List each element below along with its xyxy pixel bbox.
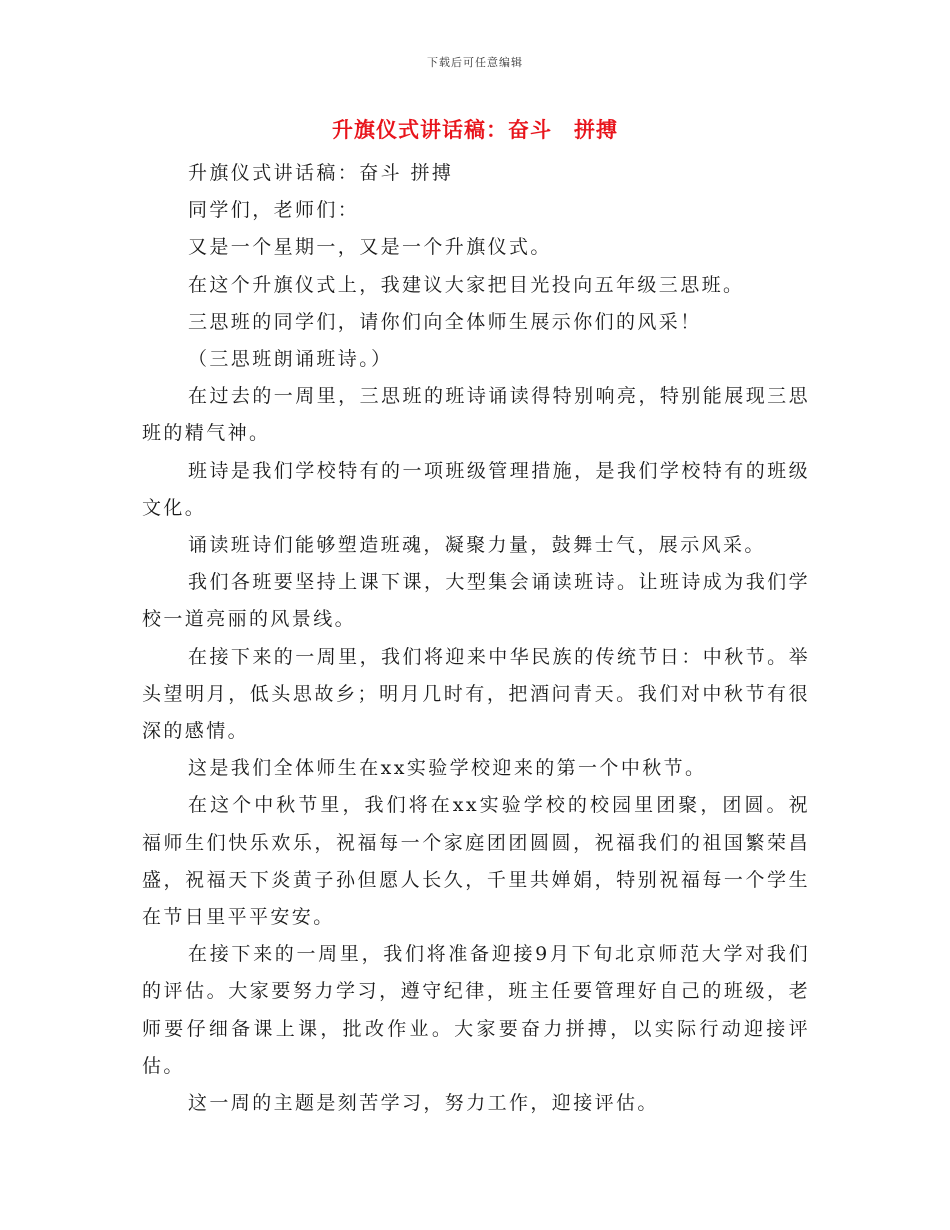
paragraph: 在这个中秋节里，我们将在xx实验学校的校园里团聚，团圆。祝福师生们快乐欢乐，祝福每一个家庭团团圆圆，祝福我们的祖国繁荣昌盛，祝福天下炎黄子孙但愿人长久，千里共婵娟，特别祝福每一个学生在节日里平平安安。 [142, 794, 810, 929]
paragraph: 同学们，老师们： [188, 199, 360, 222]
header-note: 下载后可任意编辑 [427, 56, 523, 69]
paragraph: 班诗是我们学校特有的一项班级管理措施，是我们学校特有的班级文化。 [142, 459, 810, 519]
paragraph: 这是我们全体师生在xx实验学校迎来的第一个中秋节。 [188, 757, 707, 780]
paragraph: 升旗仪式讲话稿：奋斗 拼搏 [188, 162, 454, 184]
paragraph: 我们各班要坚持上课下课，大型集会诵读班诗。让班诗成为我们学校一道亮丽的风景线。 [142, 571, 810, 631]
paragraph: 又是一个星期一，又是一个升旗仪式。 [188, 236, 552, 259]
paragraph: 在过去的一周里，三思班的班诗诵读得特别响亮，特别能展现三思班的精气神。 [142, 385, 810, 445]
document-title: 升旗仪式讲话稿：奋斗 拼搏 [332, 117, 618, 142]
paragraph: （三思班朗诵班诗。） [188, 348, 393, 371]
paragraph: 这一周的主题是刻苦学习，努力工作，迎接评估。 [188, 1092, 659, 1115]
paragraph: 在接下来的一周里，我们将迎来中华民族的传统节日：中秋节。举头望明月，低头思故乡；明月几时有，把酒问青天。我们对中秋节有很深的感情。 [142, 645, 810, 743]
paragraph: 在接下来的一周里，我们将准备迎接9月下旬北京师范大学对我们的评估。大家要努力学习，遵守纪律，班主任要管理好自己的班级，老师要仔细备课上课，批改作业。大家要奋力拼搏，以实际行动迎接评估。 [142, 943, 810, 1077]
document-body [142, 155, 810, 1122]
paragraph: 三思班的同学们，请你们向全体师生展示你们的风采！ [188, 310, 702, 333]
paragraph: 诵读班诗们能够塑造班魂，凝聚力量，鼓舞士气，展示风采。 [188, 534, 766, 557]
paragraph: 在这个升旗仪式上，我建议大家把目光投向五年级三思班。 [188, 273, 745, 296]
